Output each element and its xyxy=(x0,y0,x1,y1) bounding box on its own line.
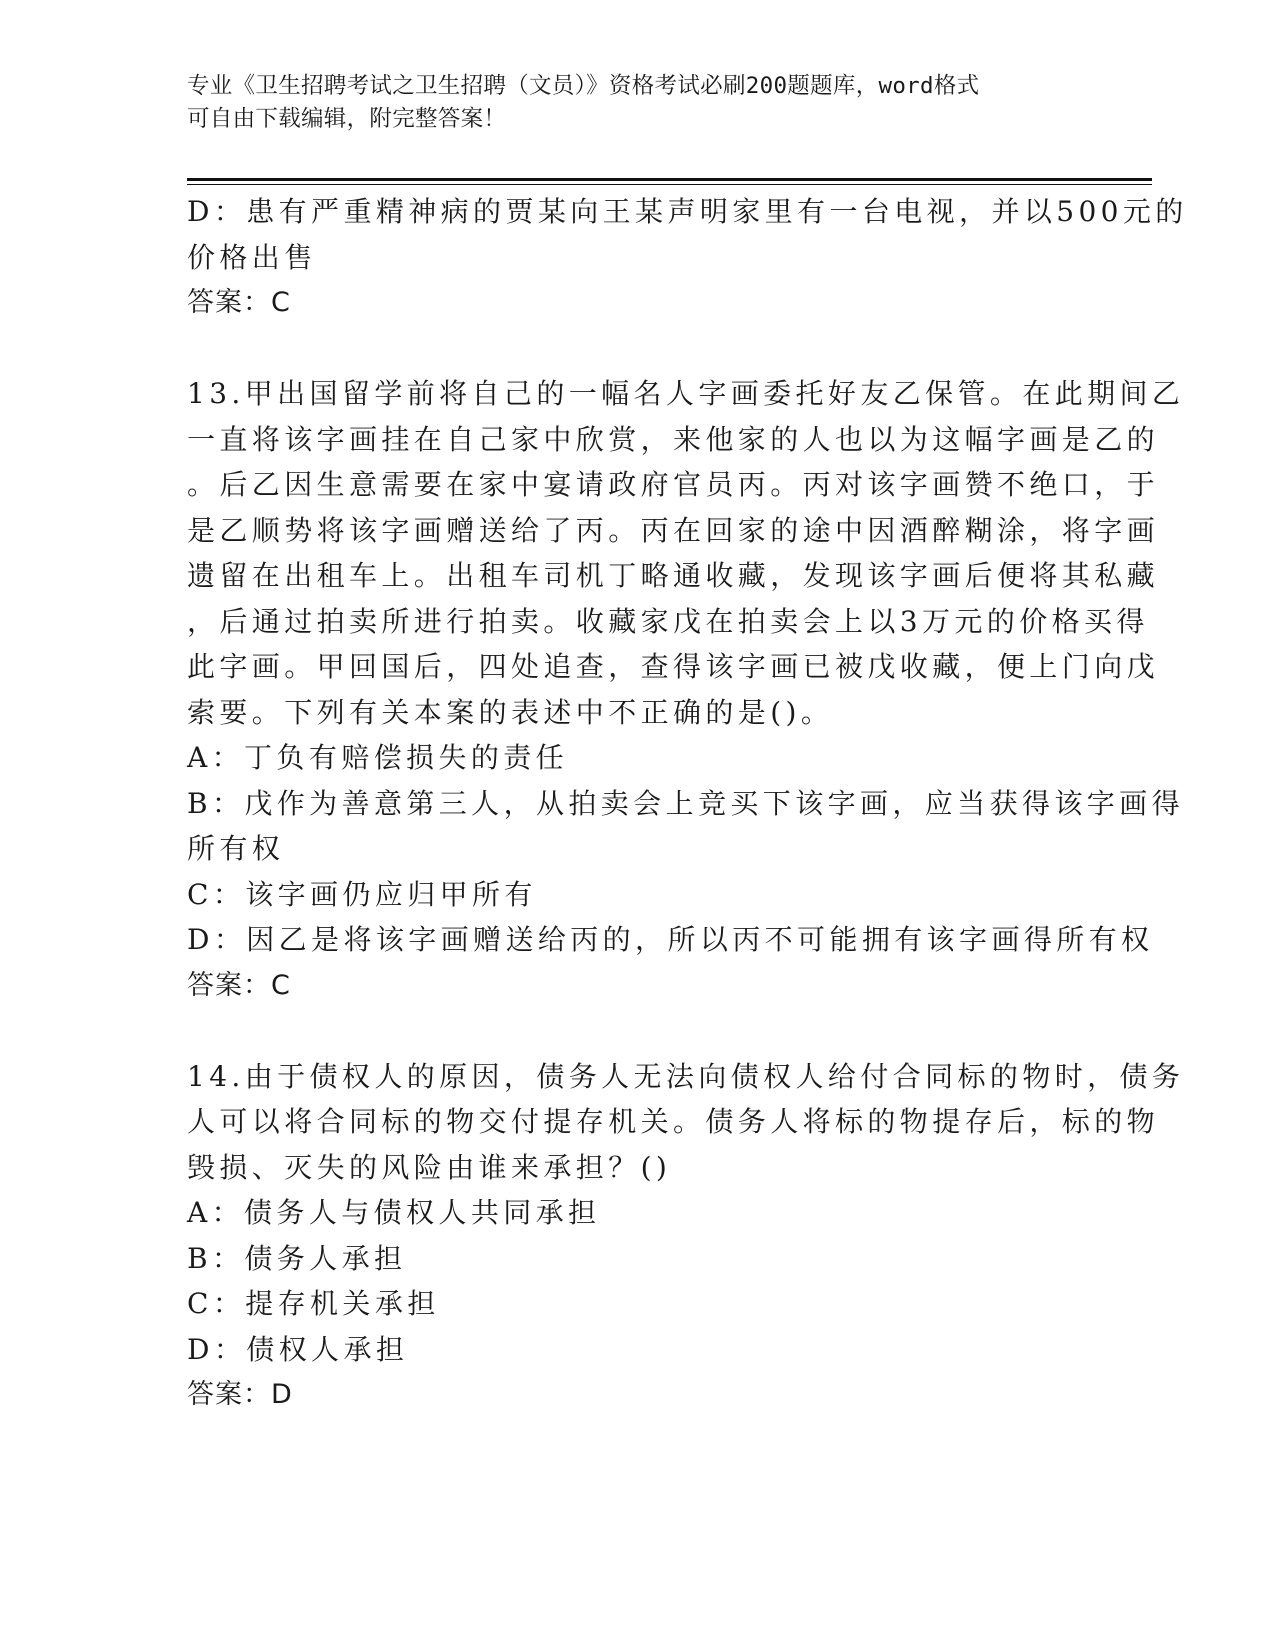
answer-line: 答案：C xyxy=(187,969,291,1001)
option-d-line: D：患有严重精神病的贾某向王某声明家里有一台电视，并以500元的 xyxy=(187,195,1188,228)
spacer xyxy=(187,326,1077,372)
option-d: D：因乙是将该字画赠送给丙的，所以丙不可能拥有该字画得所有权 xyxy=(187,923,1154,956)
option-d-line: 价格出售 xyxy=(187,240,317,274)
question-stem-line: 14.由于债权人的原因，债务人无法向债权人给付合同标的物时，债务 xyxy=(187,1059,1185,1093)
continued-question-12 xyxy=(187,189,1188,326)
header-line: 可自由下载编辑，附完整答案！ xyxy=(187,106,507,132)
answer-line: 答案：D xyxy=(187,1379,293,1410)
option-c: C：提存机关承担 xyxy=(187,1287,440,1320)
document-header xyxy=(187,70,1067,136)
header-line: 专业《卫生招聘考试之卫生招聘（文员）》资格考试必刷200题题库，word格式 xyxy=(187,73,980,99)
option-b: B：戊作为善意第三人，从拍卖会上竞买下该字画，应当获得该字画得 xyxy=(187,786,1184,820)
option-c: C：该字画仍应归甲所有 xyxy=(187,877,537,911)
question-stem-line: ，后通过拍卖所进行拍卖。收藏家戊在拍卖会上以3万元的价格买得 xyxy=(187,604,1149,638)
question-stem-line: 此字画。甲回国后，四处追查，查得该字画已被戊收藏，便上门向戊 xyxy=(187,650,1160,683)
option-b: B：债务人承担 xyxy=(187,1241,407,1275)
question-stem-line: 毁损、灭失的风险由谁来承担？() xyxy=(187,1150,672,1184)
question-13 xyxy=(187,371,1185,1008)
header-rule-thin xyxy=(187,184,1152,185)
question-stem-line: 。后乙因生意需要在家中宴请政府官员丙。丙对该字画赞不绝口，于 xyxy=(187,468,1160,501)
question-stem-line: 遗留在出租车上。出租车司机丁略通收藏，发现该字画后便将其私藏 xyxy=(187,559,1160,592)
question-content xyxy=(187,189,1188,1418)
option-d: D：债权人承担 xyxy=(187,1332,409,1366)
question-stem-line: 人可以将合同标的物交付提存机关。债务人将标的物提存后，标的物 xyxy=(187,1105,1160,1138)
question-14 xyxy=(187,1054,1185,1418)
option-a: A：债务人与债权人共同承担 xyxy=(187,1196,601,1229)
question-stem-line: 索要。下列有关本案的表述中不正确的是()。 xyxy=(187,695,834,729)
question-stem-line: 一直将该字画挂在自己家中欣赏，来他家的人也以为这幅字画是乙的 xyxy=(187,422,1160,456)
spacer xyxy=(187,1008,1077,1054)
option-a: A：丁负有赔偿损失的责任 xyxy=(187,741,569,774)
question-stem-line: 13.甲出国留学前将自己的一幅名人字画委托好友乙保管。在此期间乙 xyxy=(187,377,1185,410)
question-stem-line: 是乙顺势将该字画赠送给了丙。丙在回家的途中因酒醉糊涂，将字画 xyxy=(187,513,1160,547)
answer-line: 答案：C xyxy=(187,287,291,318)
option-b-continued: 所有权 xyxy=(187,832,285,865)
header-rule-thick xyxy=(187,178,1152,181)
